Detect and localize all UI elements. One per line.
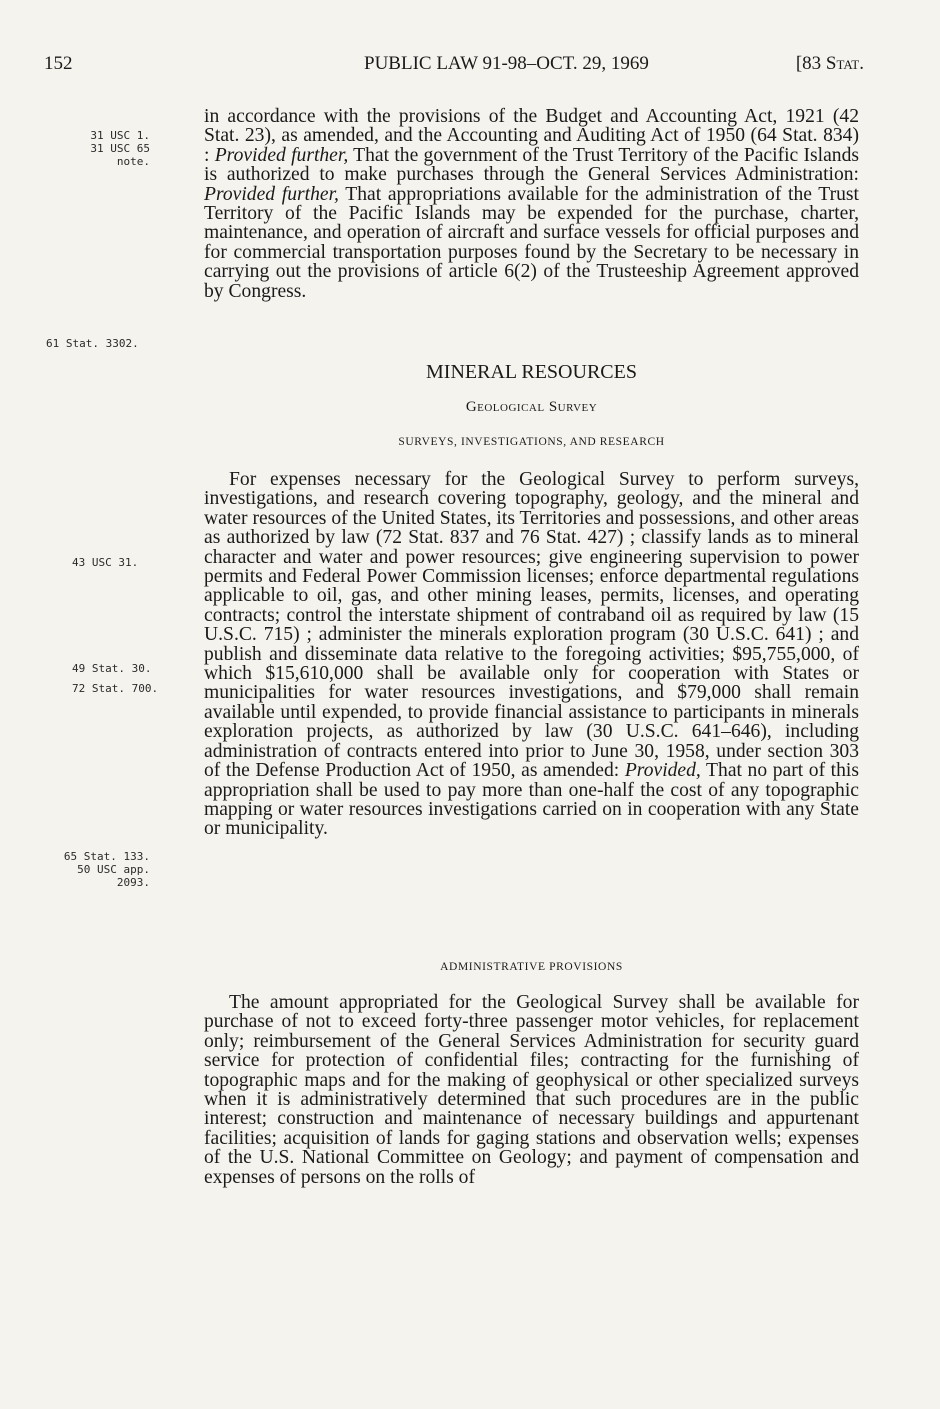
agency-heading-geological-survey: Geological Survey (465, 399, 598, 415)
proviso-2: Provided further, (204, 183, 339, 205)
margin-note-65-stat: 65 Stat. 133. 50 USC app. 2093. (63, 850, 150, 889)
volume-word: Stat. (825, 53, 864, 74)
margin-note-43-usc: 43 USC 31. (72, 556, 139, 569)
page-number: 152 (44, 53, 73, 74)
page-header (44, 53, 864, 83)
margin-note-49-stat: 49 Stat. 30. (72, 662, 152, 675)
proviso-3: Provided, (624, 760, 701, 782)
subheading-surveys: SURVEYS, INVESTIGATIONS, AND RESEARCH (398, 436, 665, 448)
paragraph-trust-territory-part2: That the government of the Trust Territory of the Pacific Islands is authorized to make purchases through the General Services Administration: (204, 144, 860, 186)
paragraph-geological-survey-expenses (204, 470, 859, 839)
paragraph-geological-survey-part1: For expenses necessary for the Geological Survey to perform surveys, investigations, and research covering topography, geology, and the mineral and water resources of the United States, its Territories and possessions, and other areas as authorized by law (72 Stat. 837 and 76 Stat. 427) ; classify lands as to mineral character and water and power resources; give engineering supervision to power permits and Federal Power Commission licenses; enforce departmental regulations applicable to oil, gas, and other mining leases, permits, licenses, and operating contracts; control the interstate shipment of contraband oil as required by law (15 U.S.C. 715) ; administer the minerals exploration program (30 U.S.C. 641) ; and publish and disseminate data relative to the foregoing activities; $95,755,000, of which $15,610,000 shall be available only for cooperation with States or municipalities for water resources investigations, and $79,000 shall remain available until expended, to provide financial assistance to participants in minerals exploration projects, as authorized by law (30 U.S.C. 641–646), including administration of contracts entered into prior to June 30, 1958, under section 303 of the Defense Production Act of 1950, as amended: (204, 469, 859, 782)
section-heading-mineral-resources: MINERAL RESOURCES (426, 361, 637, 383)
paragraph-administrative-provisions: The amount appropriated for the Geological Survey shall be available for purchase of not to exceed forty-three passenger motor vehicles, for replacement only; reimbursement of the General Services Administration for security guard service for protection of confidential files; contracting for the furnishing of topographic maps and for the making of geophysical or other specialized surveys when it is administratively determined that such procedures are in the public interest; construction and maintenance of necessary buildings and appurtenant facilities; acquisition of lands for gaging stations and observation wells; expenses of the U.S. National Committee on Geology; and payment of compensation and expenses of persons on the rolls of (204, 992, 859, 1188)
volume-reference (796, 53, 864, 75)
margin-note-72-stat: 72 Stat. 700. (72, 682, 159, 695)
margin-note-61-stat: 61 Stat. 3302. (46, 337, 139, 350)
paragraph-geological-survey-part2: That no part of this appropriation shall be used to pay more than one-half the cost of any topographic mapping or water resources investigations carried on in cooperation with any State or municipality. (204, 760, 859, 840)
paragraph-trust-territory-part3: That appropriations available for the administration of the Trust Territory of the Pacific Islands may be expended for the purchase, charter, maintenance, and operation of aircraft and surface vessels for official purposes and for commercial transportation purposes found by the Secretary to be necessary in carrying out the provisions of article 6(2) of the Trusteeship Agreement approved by Congress. (204, 183, 859, 302)
margin-note-usc-1: 31 USC 1. 31 USC 65 note. (90, 129, 150, 168)
running-title: PUBLIC LAW 91-98–OCT. 29, 1969 (364, 53, 649, 74)
volume-prefix: [83 (795, 53, 822, 74)
proviso-1: Provided further, (214, 144, 349, 166)
paragraph-trust-territory (204, 107, 859, 301)
paragraph-trust-territory-part1: in accordance with the provisions of the Budget and Accounting Act, 1921 (42 Stat. 23), as amended, and the Accounting and Auditing Act of 1950 (64 Stat. 834) : (204, 106, 859, 166)
subheading-administrative-provisions: ADMINISTRATIVE PROVISIONS (440, 961, 623, 973)
